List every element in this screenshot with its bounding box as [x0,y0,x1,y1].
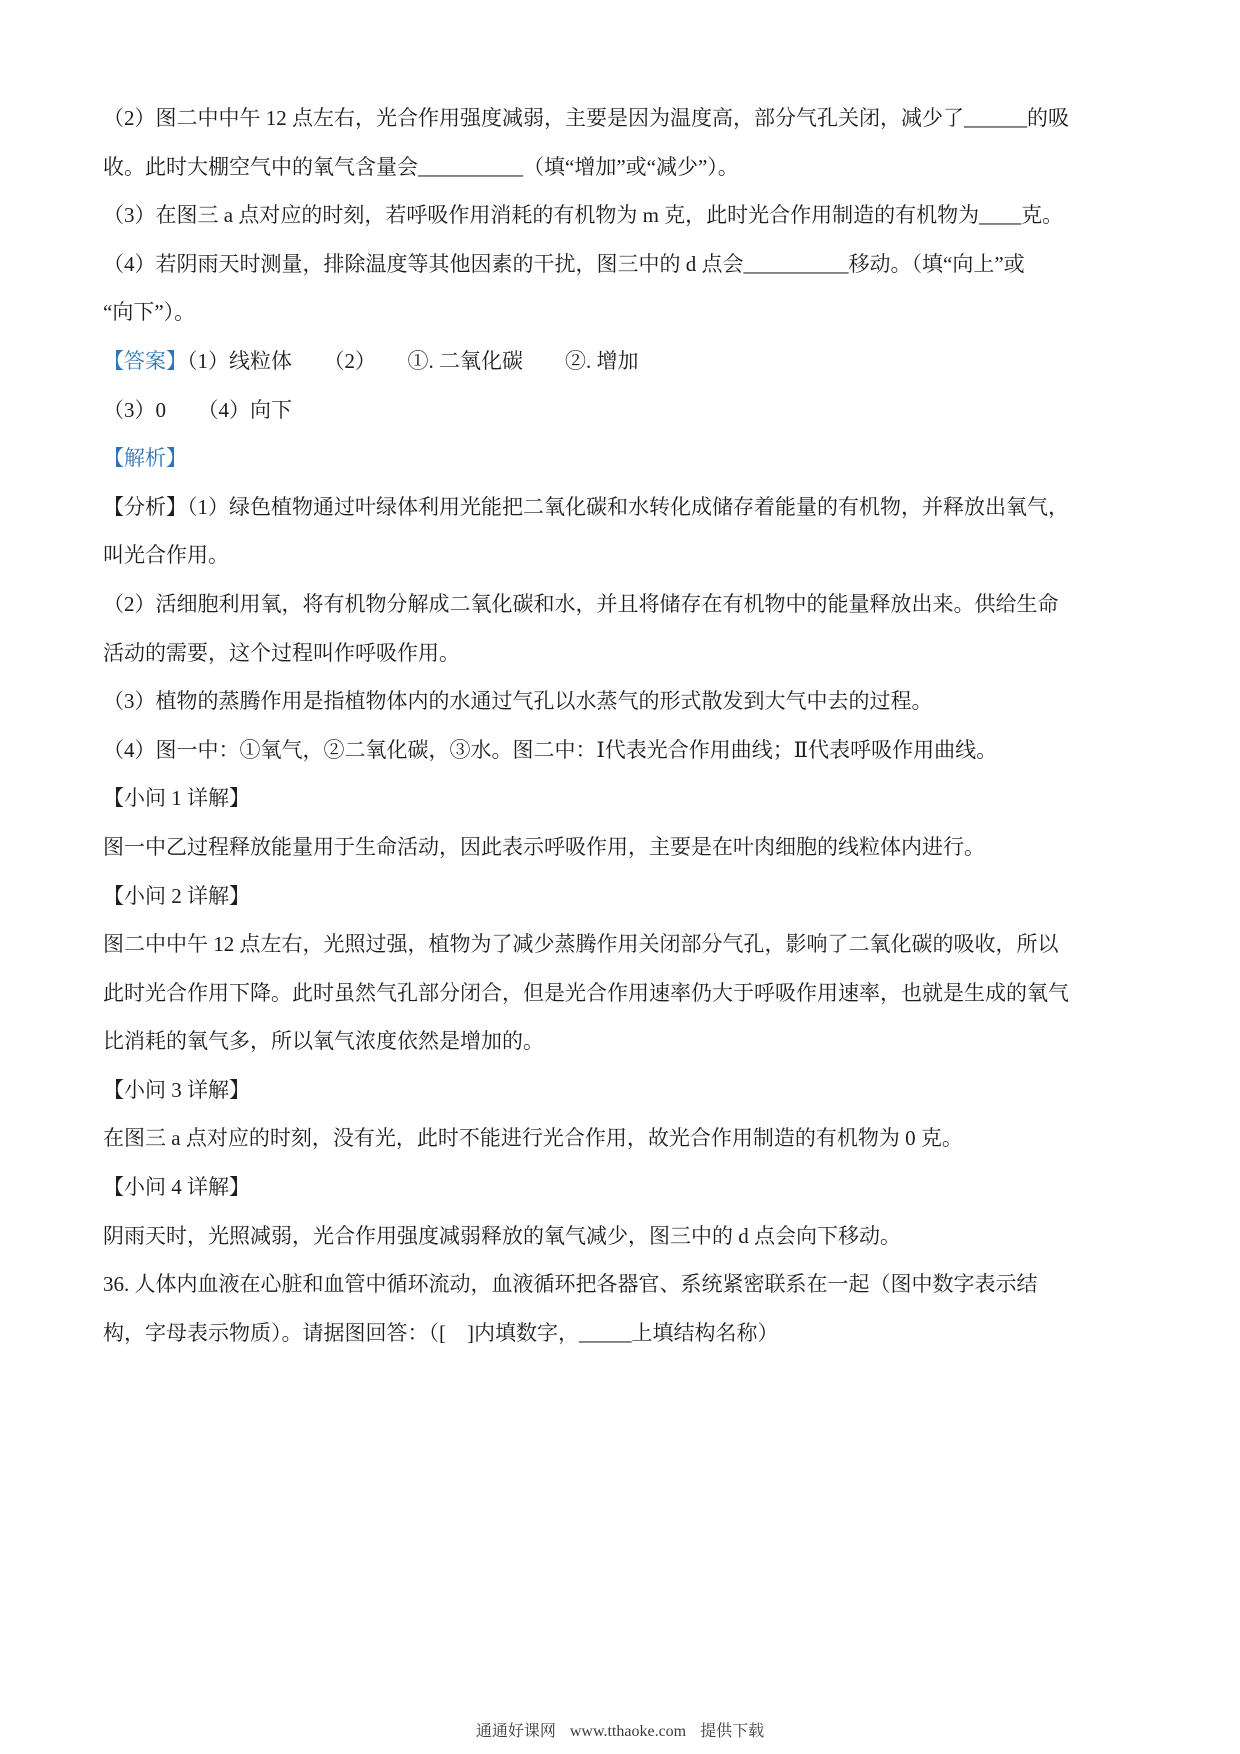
question-4-line-2-text: “向下”）。 [103,300,196,325]
question-3 [103,191,1138,240]
detail-2-body-3 [103,1017,1138,1066]
analysis-point-2-cont-text: 活动的需要，这个过程叫作呼吸作用。 [103,640,460,665]
detail-3-header [103,1066,1138,1115]
question-2-line-1-text: （2）图二中中午 12 点左右，光合作用强度减弱，主要是因为温度高，部分气孔关闭，减少了______的吸 [103,106,1069,130]
detail-2-body-3-text: 比消耗的氧气多，所以氧气浓度依然是增加的。 [103,1029,544,1054]
question-2-line-2-text: 收。此时大棚空气中的氧气含量会__________（填“增加”或“减少”）。 [103,154,739,179]
question-4-line-1-text: （4）若阴雨天时测量，排除温度等其他因素的干扰，图三中的 d 点会__________移动。（填“向上”或 [103,251,1025,276]
question-36-line-2-text: 构，字母表示物质）。请据图回答：（[ ]内填数字，_____上填结构名称） [103,1320,779,1345]
analysis-point-3 [103,677,1138,726]
detail-2-body-1-text: 图二中中午 12 点左右，光照过强，植物为了减少蒸腾作用关闭部分气孔，影响了二氧化碳的吸收，所以 [103,932,1059,957]
page-footer [0,1720,1240,1744]
question-36-line-2 [103,1309,1138,1358]
detail-4-header-text: 【小问 4 详解】 [103,1175,250,1200]
answer-line-1-text: （1）线粒体 （2） ①. 二氧化碳 ②. 增加 [187,348,639,373]
detail-3-body-text: 在图三 a 点对应的时刻，没有光，此时不能进行光合作用，故光合作用制造的有机物为 0 克。 [103,1126,963,1151]
detail-4-header [103,1163,1138,1212]
analysis-point-2-cont [103,629,1138,678]
answer-line-1 [103,337,1138,386]
detail-1-header [103,774,1138,823]
analysis-point-1 [103,483,1138,532]
answer-line-1-label: 【答案】 [103,348,187,373]
analysis-point-1-cont-text: 叫光合作用。 [103,543,229,568]
answer-line-2-text: （3）0 （4）向下 [103,397,292,422]
question-4-line-2 [103,288,1138,337]
footer-site-name: 通通好课网 [475,1723,556,1740]
detail-2-body-2 [103,969,1138,1018]
analysis-point-1-text: 【分析】（1）绿色植物通过叶绿体利用光能把二氧化碳和水转化成储存着能量的有机物，并释放出氧气， [103,494,1069,519]
analysis-header-label: 【解析】 [103,446,187,471]
detail-2-body-1 [103,920,1138,969]
analysis-header [103,434,1138,483]
document-body [103,94,1138,1357]
analysis-point-2 [103,580,1138,629]
detail-4-body [103,1212,1138,1261]
analysis-point-4 [103,726,1138,775]
analysis-point-2-text: （2）活细胞利用氧，将有机物分解成二氧化碳和水，并且将储存在有机物中的能量释放出来。供给生命 [103,591,1059,616]
detail-2-body-2-text: 此时光合作用下降。此时虽然气孔部分闭合，但是光合作用速率仍大于呼吸作用速率，也就是生成的氧气 [103,980,1069,1005]
question-36-line-1 [103,1260,1138,1309]
detail-1-body-text: 图一中乙过程释放能量用于生命活动，因此表示呼吸作用，主要是在叶肉细胞的线粒体内进行。 [103,834,985,859]
question-2-line-2 [103,143,1138,192]
detail-3-body [103,1114,1138,1163]
detail-3-header-text: 【小问 3 详解】 [103,1077,250,1102]
detail-2-header [103,872,1138,921]
detail-1-header-text: 【小问 1 详解】 [103,786,250,811]
question-3-text: （3）在图三 a 点对应的时刻，若呼吸作用消耗的有机物为 m 克，此时光合作用制造的有机物为____克。 [103,203,1064,228]
analysis-point-1-cont [103,531,1138,580]
analysis-point-3-text: （3）植物的蒸腾作用是指植物体内的水通过气孔以水蒸气的形式散发到大气中去的过程。 [103,689,933,714]
analysis-point-4-text: （4）图一中：①氧气，②二氧化碳，③水。图二中：Ⅰ代表光合作用曲线；Ⅱ代表呼吸作用曲线。 [103,737,998,762]
question-2-line-1 [103,94,1138,143]
detail-1-body [103,823,1138,872]
answer-line-2 [103,386,1138,435]
question-36-line-1-text: 36. 人体内血液在心脏和血管中循环流动，血液循环把各器官、系统紧密联系在一起（图中数字表示结 [103,1272,1038,1297]
footer-download-note: 提供下载 [700,1723,765,1740]
question-4-line-1 [103,240,1138,289]
footer-url: www.tthaoke.com [569,1723,687,1740]
detail-2-header-text: 【小问 2 详解】 [103,883,250,908]
detail-4-body-text: 阴雨天时，光照减弱，光合作用强度减弱释放的氧气减少，图三中的 d 点会向下移动。 [103,1223,901,1248]
